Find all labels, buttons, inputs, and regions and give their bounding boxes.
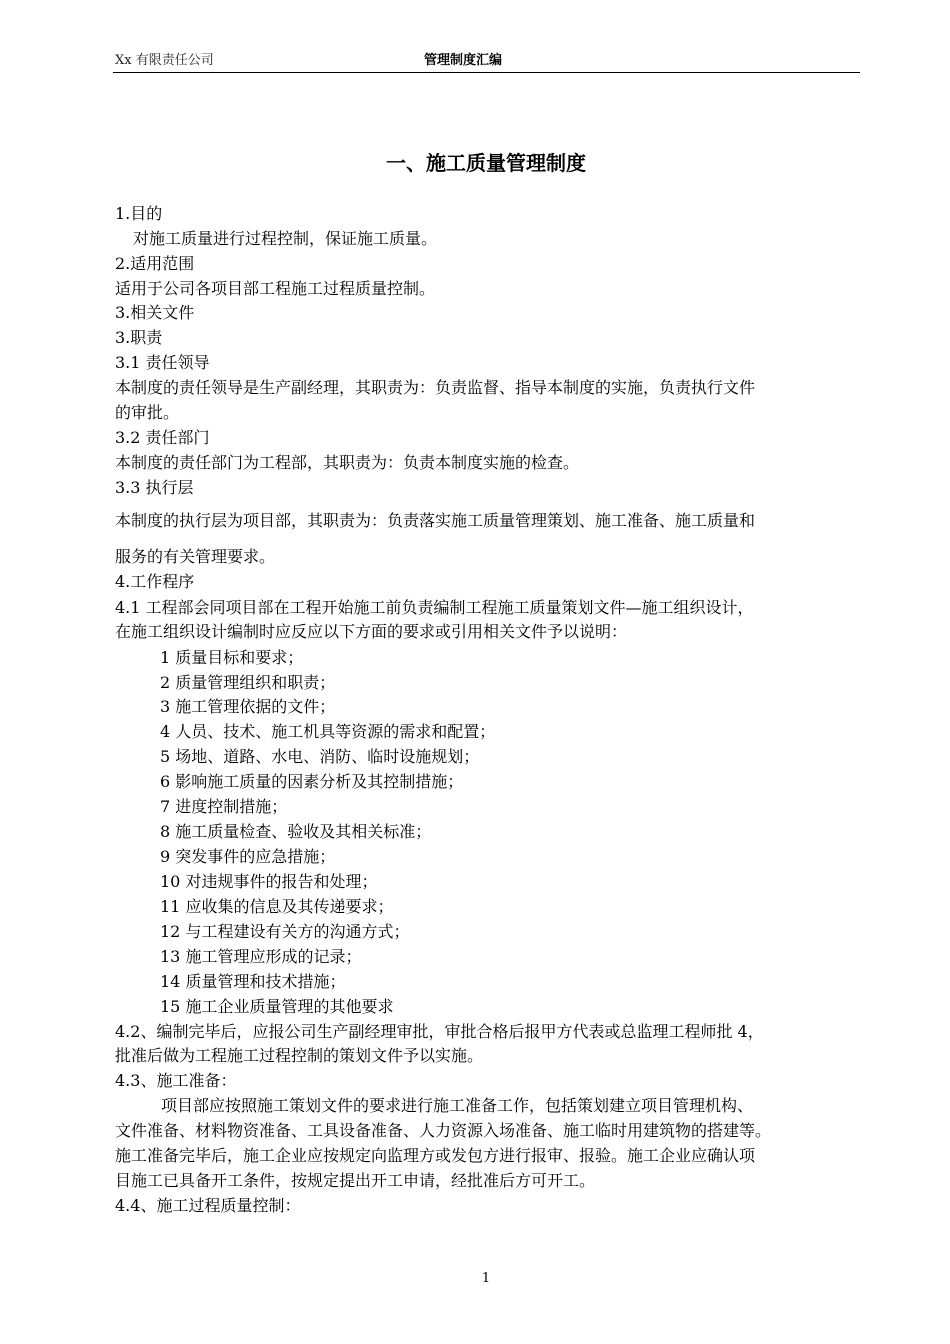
body-line: 服务的有关管理要求。 [115, 547, 276, 566]
list-item: 1 质量目标和要求； [160, 648, 304, 667]
body-line: 对施工质量进行过程控制，保证施工质量。 [133, 229, 438, 248]
body-line: 本制度的责任部门为工程部，其职责为：负责本制度实施的检查。 [115, 453, 580, 472]
list-item: 13 施工管理应形成的记录； [160, 947, 362, 966]
list-item: 3 施工管理依据的文件； [160, 697, 336, 716]
subsection-heading: 4.3、施工准备： [115, 1071, 237, 1090]
body-line: 本制度的责任领导是生产副经理，其职责为：负责监督、指导本制度的实施，负责执行文件 [115, 378, 756, 397]
body-line: 4.2、编制完毕后，应报公司生产副经理审批，审批合格后报甲方代表或总监理工程师批 4， [115, 1022, 764, 1041]
body-line: 项目部应按照施工策划文件的要求进行施工准备工作，包括策划建立项目管理机构、 [161, 1096, 754, 1115]
list-item: 9 突发事件的应急措施； [160, 847, 336, 866]
body-line: 文件准备、材料物资准备、工具设备准备、人力资源入场准备、施工临时用建筑物的搭建等。 [115, 1121, 772, 1140]
list-item: 11 应收集的信息及其传递要求； [160, 897, 394, 916]
body-line: 的审批。 [115, 403, 180, 422]
list-item: 5 场地、道路、水电、消防、临时设施规划； [160, 747, 480, 766]
body-line: 在施工组织设计编制时应反应以下方面的要求或引用相关文件予以说明： [115, 622, 628, 641]
body-line: 4.1 工程部会同项目部在工程开始施工前负责编制工程施工质量策划文件—施工组织设计， [115, 598, 754, 617]
body-line: 适用于公司各项目部工程施工过程质量控制。 [115, 279, 436, 298]
list-item: 4 人员、技术、施工机具等资源的需求和配置； [160, 722, 496, 741]
list-item: 12 与工程建设有关方的沟通方式； [160, 922, 410, 941]
section-heading: 3.相关文件 [115, 303, 195, 322]
list-item: 7 进度控制措施； [160, 797, 288, 816]
section-heading: 1.目的 [115, 204, 163, 223]
header-company-name: Xx 有限责任公司 [115, 53, 214, 68]
subsection-heading: 3.1 责任领导 [115, 353, 210, 372]
subsection-heading: 3.3 执行层 [115, 478, 194, 497]
body-line: 目施工已具备开工条件，按规定提出开工申请，经批准后方可开工。 [115, 1171, 596, 1190]
subsection-heading: 3.2 责任部门 [115, 428, 210, 447]
section-heading: 2.适用范围 [115, 254, 195, 273]
list-item: 15 施工企业质量管理的其他要求 [160, 997, 394, 1016]
subsection-heading: 4.4、施工过程质量控制： [115, 1196, 301, 1215]
page-number: 1 [481, 1271, 491, 1286]
list-item: 6 影响施工质量的因素分析及其控制措施； [160, 772, 464, 791]
list-item: 10 对违规事件的报告和处理； [160, 872, 378, 891]
list-item: 2 质量管理组织和职责； [160, 673, 336, 692]
list-item: 14 质量管理和技术措施； [160, 972, 346, 991]
list-item: 8 施工质量检查、验收及其相关标准； [160, 822, 432, 841]
body-line: 批准后做为工程施工过程控制的策划文件予以实施。 [115, 1046, 484, 1065]
header-document-collection-title: 管理制度汇编 [424, 53, 503, 68]
body-line: 施工准备完毕后，施工企业应按规定向监理方或发包方进行报审、报验。施工企业应确认项 [115, 1146, 756, 1165]
header-divider [113, 72, 860, 73]
section-heading: 3.职责 [115, 328, 163, 347]
section-heading: 4.工作程序 [115, 572, 195, 591]
document-title: 一、施工质量管理制度 [386, 151, 586, 175]
body-line: 本制度的执行层为项目部，其职责为：负责落实施工质量管理策划、施工准备、施工质量和 [115, 511, 756, 530]
